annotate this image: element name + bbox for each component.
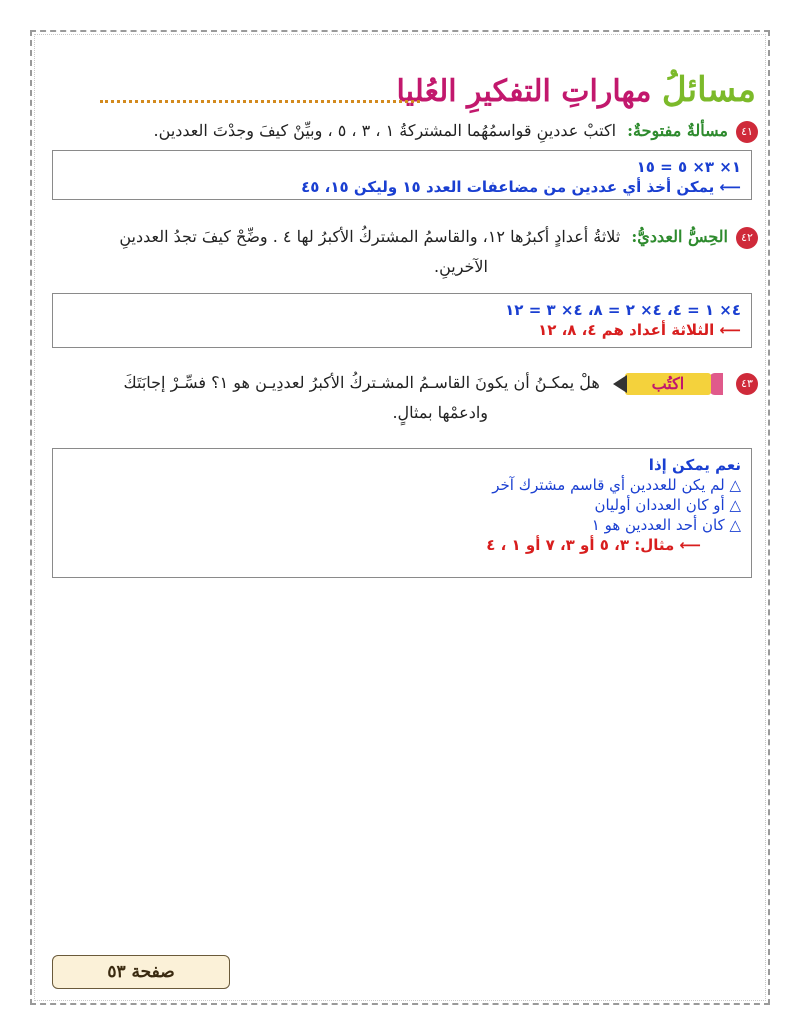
answer-line: △ كان أحد العددين هو ١ bbox=[591, 516, 741, 534]
answer-line: ٤× ١ = ٤، ٤× ٢ = ٨، ٤× ٣ = ١٢ bbox=[505, 301, 741, 319]
header-dotted-rule bbox=[100, 100, 420, 103]
section-title bbox=[396, 70, 756, 110]
question-text-continued: الآخرينِ. bbox=[433, 257, 488, 276]
section-header bbox=[396, 70, 756, 110]
question-text-continued: وادعمْها بمثالٍ. bbox=[392, 403, 488, 422]
page-number-label bbox=[52, 955, 230, 989]
question-text: هلْ يمكـنُ أن يكونَ القاسـمُ المشـتركُ الأكبرُ لعددِيـن هو ١؟ فسِّـرْ إجابَتَكَ bbox=[123, 373, 600, 392]
question-number-badge: ٤١ bbox=[736, 121, 758, 143]
question-text: ثلاثةُ أعدادٍ أكبرُها ١٢، والقاسمُ المشتركُ الأكبرُ لها ٤ . وضِّحْ كيفَ تجدُ العددينِ bbox=[119, 227, 621, 246]
title-part-1: مسائلُ bbox=[661, 70, 756, 110]
question-title: الحِسُّ العدديُّ: bbox=[631, 227, 728, 246]
question-title: مسألةٌ مفتوحةٌ: bbox=[627, 121, 728, 140]
answer-line: نعم يمكن إذا bbox=[648, 456, 741, 474]
answer-line: △ أو كان العددان أوليان bbox=[594, 496, 741, 514]
pencil-icon bbox=[613, 373, 723, 395]
write-pencil-tag bbox=[613, 373, 723, 395]
answer-line: ⟵ الثلاثة أعداد هم ٤، ٨، ١٢ bbox=[538, 321, 741, 339]
answer-line: △ لم يكن للعددين أي قاسم مشترك آخر bbox=[492, 476, 741, 494]
question-41 bbox=[154, 116, 758, 146]
page-number-text: صفحة ٥٣ bbox=[107, 962, 175, 982]
question-number-badge: ٤٢ bbox=[736, 227, 758, 249]
write-label: اكتُب bbox=[625, 373, 711, 395]
answer-box-43 bbox=[52, 448, 752, 578]
answer-box-42 bbox=[52, 293, 752, 348]
title-part-2: مهاراتِ التفكيرِ العُليا bbox=[396, 74, 652, 109]
answer-line: ⟵ مثال: ٣، ٥ أو ٣، ٧ أو ١ ، ٤ bbox=[486, 536, 701, 554]
question-43 bbox=[124, 368, 758, 428]
answer-line: ١× ٣× ٥ = ١٥ bbox=[636, 158, 741, 176]
question-number-badge: ٤٣ bbox=[736, 373, 758, 395]
answer-box-41 bbox=[52, 150, 752, 200]
answer-line: ⟵ يمكن أخذ أي عددين من مضاعفات العدد ١٥ وليكن ١٥، ٤٥ bbox=[301, 178, 741, 196]
question-42 bbox=[119, 222, 758, 282]
question-text: اكتبْ عددينِ قواسمُهُما المشتركةُ ١ ، ٣ ، ٥ ، وبيِّنْ كيفَ وجدْتَ العددين. bbox=[153, 121, 617, 140]
